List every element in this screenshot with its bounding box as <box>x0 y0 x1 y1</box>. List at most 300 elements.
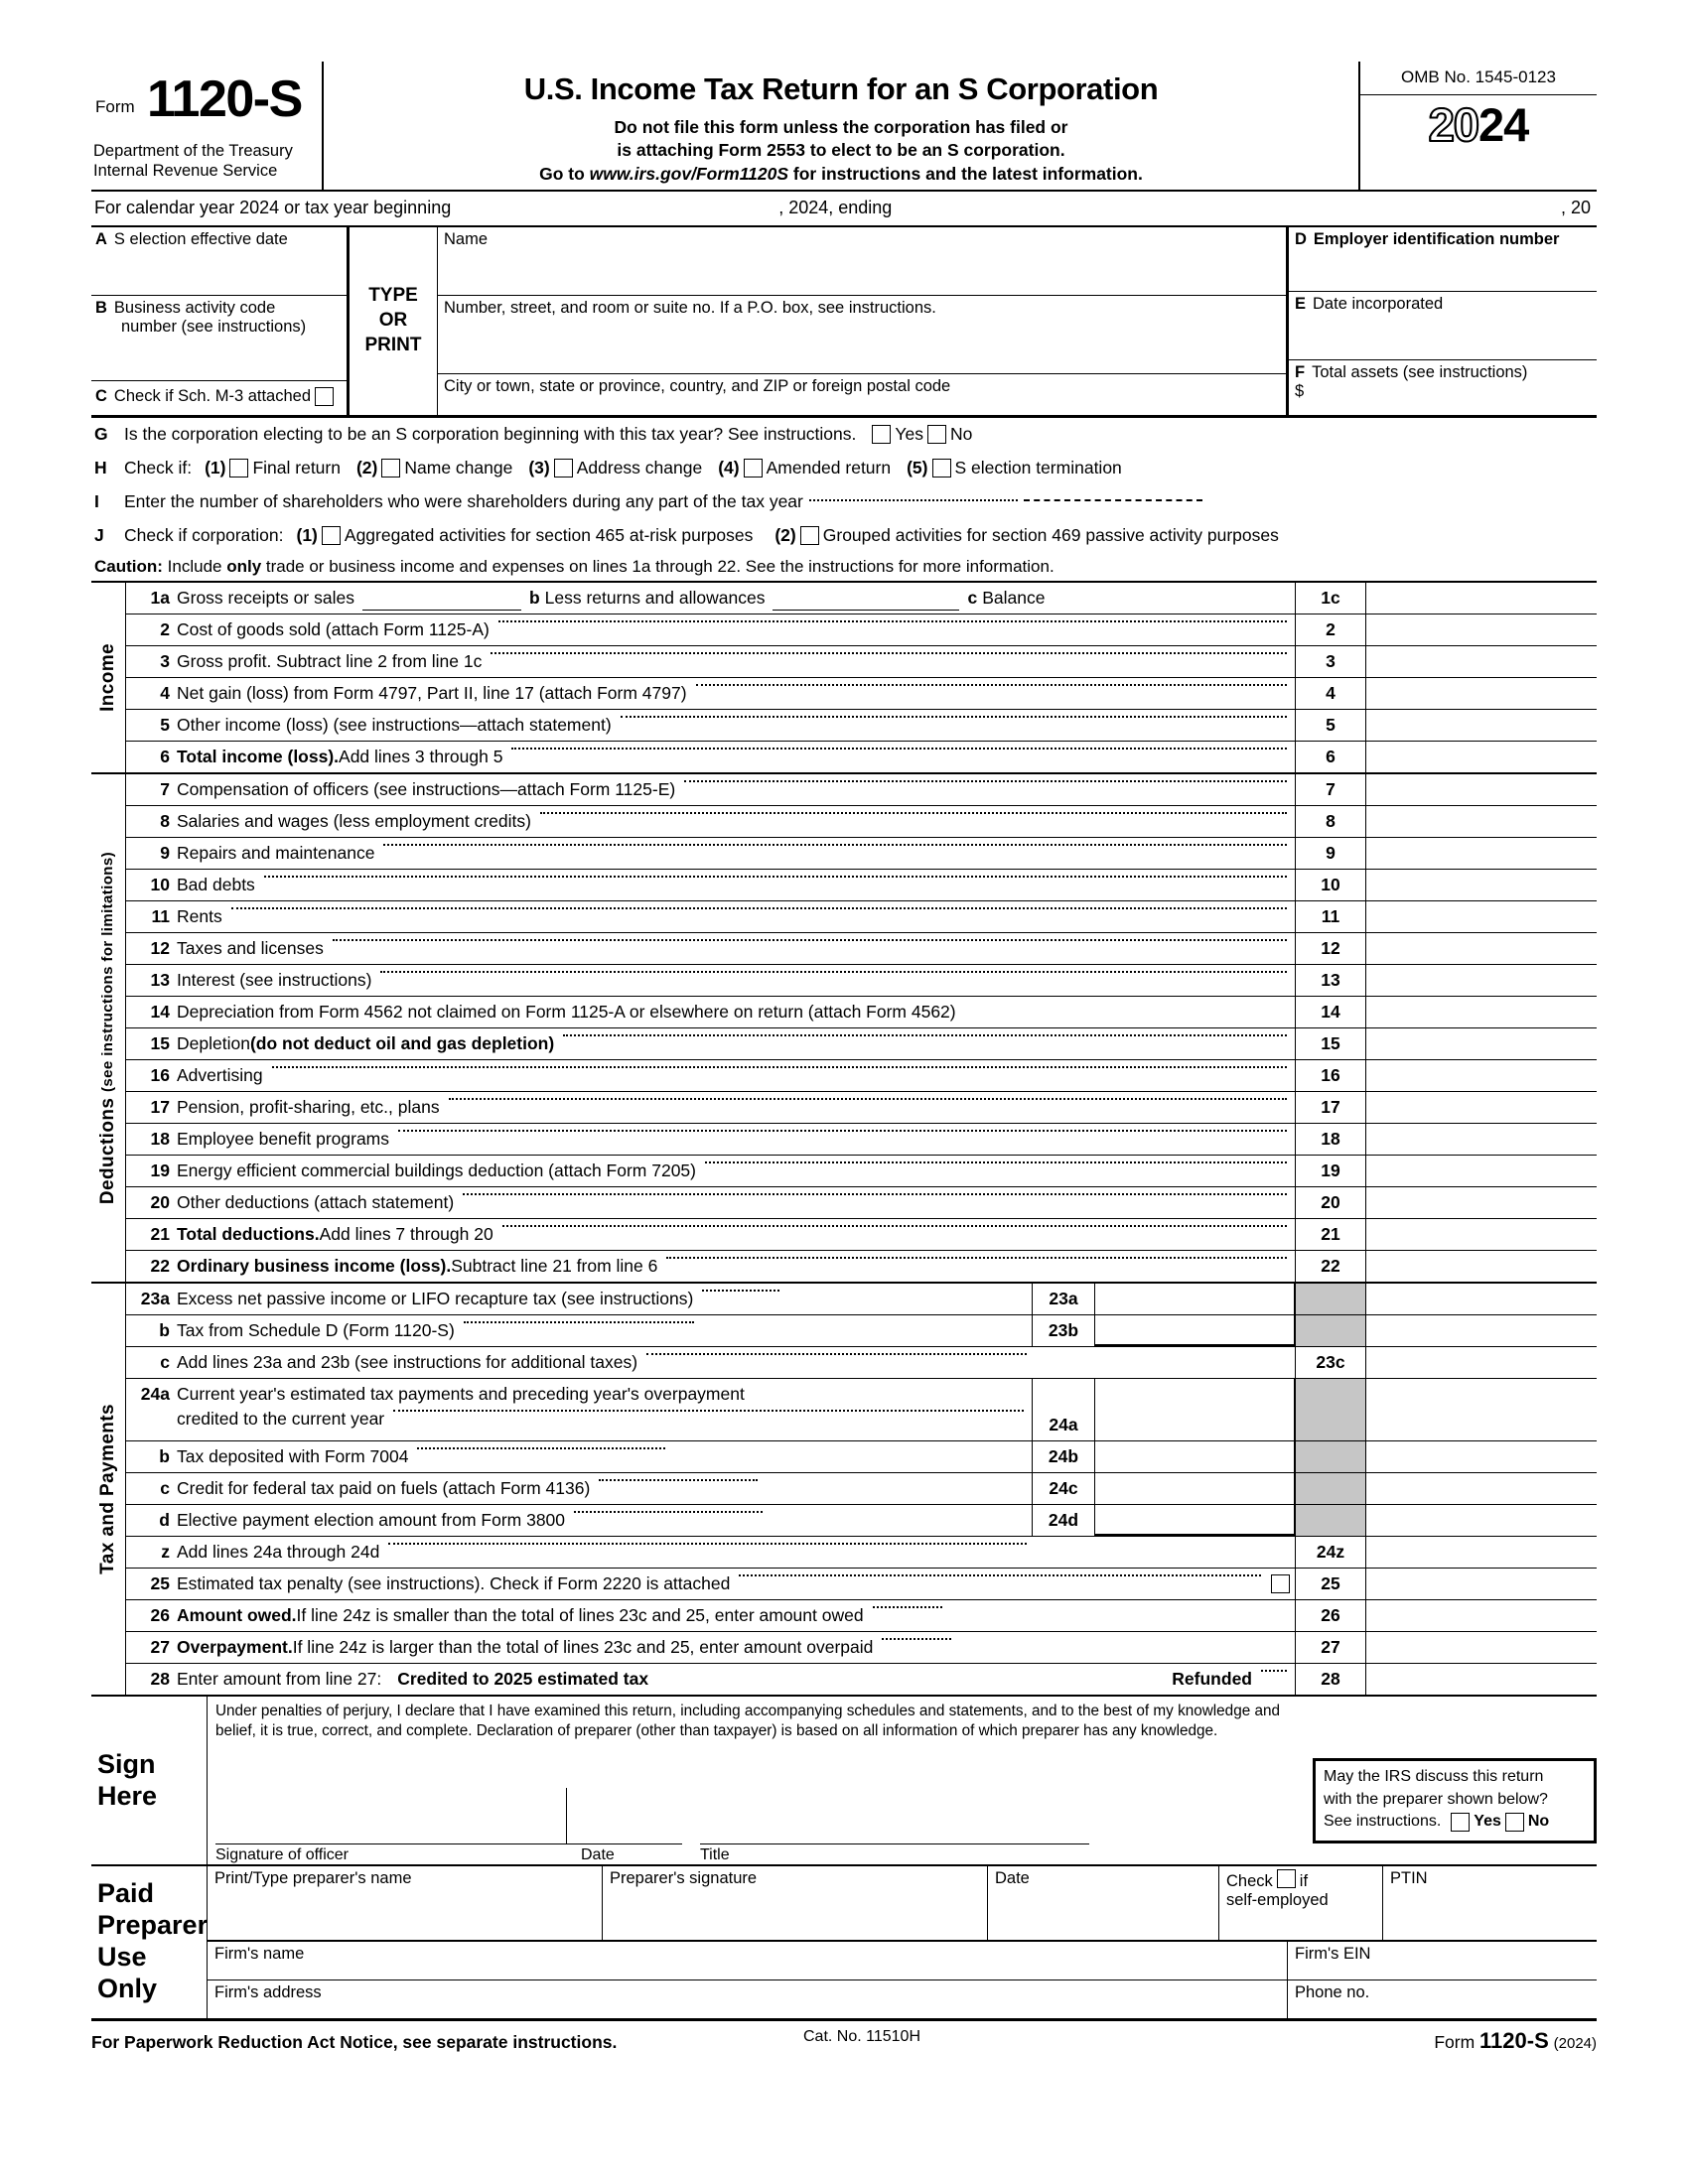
checkbox-h-address-change[interactable] <box>554 459 573 478</box>
line-text: Add lines 3 through 5 <box>339 746 503 766</box>
field-s-election-date[interactable] <box>91 227 347 296</box>
amount-cell-23c[interactable] <box>1366 1347 1597 1378</box>
caution-post: trade or business income and expenses on lines 1a through 22. See the instructions for more information. <box>261 556 1055 576</box>
masthead-omb-block <box>1360 62 1597 190</box>
form-footer <box>91 2021 1597 2054</box>
leader-dots <box>333 938 1287 941</box>
calendar-year-label: For calendar year 2024 or tax year beginning <box>94 198 452 218</box>
leader-dots <box>449 1097 1287 1100</box>
line-text-bold-tail: (do not deduct oil and gas depletion) <box>249 1032 555 1053</box>
label-check-suffix: if <box>1299 1871 1309 1890</box>
leader-dots <box>705 1160 1287 1163</box>
type-or-print-line1: TYPE <box>368 285 418 307</box>
option-h1-number: (1) <box>205 458 226 478</box>
sub-amount-cell-23b[interactable] <box>1095 1315 1295 1346</box>
leader-dots <box>684 779 1287 782</box>
amount-cell[interactable] <box>1366 1219 1597 1250</box>
line-number: 17 <box>150 1096 170 1117</box>
line-text-bold: Total deductions. <box>177 1223 320 1244</box>
checkbox-g-yes[interactable] <box>872 425 891 444</box>
label-self-employed: self-employed <box>1226 1890 1329 1909</box>
tax-year <box>1360 95 1597 152</box>
sub-line-code: 23b <box>1032 1315 1095 1346</box>
paid-preparer-line1: Paid <box>97 1878 155 1909</box>
checkbox-self-employed[interactable] <box>1277 1869 1296 1888</box>
irs-discuss-yes-label: Yes <box>1474 1813 1501 1831</box>
question-g-text: Is the corporation electing to be an S corporation beginning with this tax year? See instructions. <box>124 424 857 445</box>
input-officer-title[interactable] <box>700 1788 1089 1844</box>
line-label <box>177 965 1295 996</box>
tax-year-end-suffix: , 20 <box>1560 198 1591 218</box>
field-employer-id-number[interactable] <box>1289 227 1597 292</box>
sub-line-code: 24a <box>1032 1379 1095 1440</box>
amount-cell[interactable] <box>1366 774 1597 805</box>
masthead-subtitle <box>330 116 1352 186</box>
field-preparer-date[interactable] <box>988 1866 1219 1940</box>
line-number: d <box>159 1509 170 1530</box>
table-row <box>126 901 1597 933</box>
leader-dots <box>563 1033 1287 1036</box>
question-g-yes-label: Yes <box>895 424 923 445</box>
line-number: 3 <box>160 650 170 671</box>
sub-amount-cell-24b[interactable] <box>1095 1441 1295 1472</box>
label-sch-m3: Check if Sch. M-3 attached <box>113 387 312 406</box>
line-1a-text: Gross receipts or sales <box>177 587 354 608</box>
checkbox-irs-discuss-yes[interactable] <box>1451 1813 1470 1832</box>
subtitle-line-3 <box>330 163 1352 186</box>
label-name: Name <box>444 229 489 248</box>
identification-right-column <box>1289 227 1597 415</box>
amount-cell[interactable] <box>1366 710 1597 741</box>
line-code: 6 <box>1295 742 1366 772</box>
refunded-label: Refunded <box>1172 1668 1252 1689</box>
leader-dots <box>383 843 1287 846</box>
label-preparer-name: Print/Type preparer's name <box>214 1868 412 1887</box>
amount-cell[interactable] <box>1366 1156 1597 1186</box>
leader-dots <box>464 1320 694 1323</box>
line-number: c <box>160 1477 170 1498</box>
field-preparer-signature[interactable] <box>603 1866 988 1940</box>
line-text: Other income (loss) (see instructions—attach statement) <box>177 714 612 735</box>
line-number: 23a <box>140 1288 170 1308</box>
field-total-assets[interactable] <box>1289 360 1597 415</box>
table-row <box>126 965 1597 997</box>
option-h5-label: S election termination <box>954 458 1122 478</box>
table-row <box>126 1251 1597 1282</box>
line-code: 22 <box>1295 1251 1366 1282</box>
tax-payments-side-label-text: Tax and Payments <box>97 1403 118 1574</box>
field-street-address[interactable] <box>438 296 1286 374</box>
checkbox-sch-m3[interactable] <box>315 387 334 406</box>
table-row <box>126 1092 1597 1124</box>
checkbox-h-final-return[interactable] <box>229 459 248 478</box>
paid-preparer-section <box>91 1866 1597 2021</box>
line-number: 25 <box>150 1572 170 1593</box>
amount-cell[interactable] <box>1366 870 1597 900</box>
option-j1-number: (1) <box>296 525 318 546</box>
line-code: 20 <box>1295 1187 1366 1218</box>
line-text: Add lines 24a through 24d <box>177 1541 380 1562</box>
tax-year-digits: 24 <box>1478 98 1529 151</box>
amount-cell[interactable] <box>1366 614 1597 645</box>
line-number: 19 <box>150 1160 170 1180</box>
amount-cell[interactable] <box>1366 1124 1597 1155</box>
amount-cell[interactable] <box>1366 838 1597 869</box>
amount-cell-26[interactable] <box>1366 1600 1597 1631</box>
line-number: 18 <box>150 1128 170 1149</box>
paid-preparer-line3: Use Only <box>97 1942 158 2003</box>
option-h4-label: Amended return <box>766 458 892 478</box>
line-label <box>177 806 1295 837</box>
table-row <box>126 1060 1597 1092</box>
subtitle-line-1: Do not file this form unless the corporation has filed or <box>614 117 1068 137</box>
line-text: Excess net passive income or LIFO recapture tax (see instructions) <box>177 1288 694 1308</box>
option-h2-number: (2) <box>355 458 378 478</box>
label-letter-e: E <box>1295 294 1307 313</box>
leader-dots <box>463 1192 1287 1195</box>
line-text-bold: Total income (loss). <box>177 746 340 766</box>
amount-cell-24z[interactable] <box>1366 1537 1597 1568</box>
question-g-letter: G <box>94 424 108 445</box>
subtitle-line-2: is attaching Form 2553 to elect to be an S corporation. <box>617 140 1065 161</box>
field-phone-number[interactable] <box>1288 1980 1597 2018</box>
line-text: Subtract line 21 from line 6 <box>451 1255 658 1276</box>
line-number: c <box>160 1351 170 1372</box>
shareholder-count-input[interactable] <box>1024 498 1202 501</box>
label-letter-b: B <box>95 298 107 317</box>
caution-note <box>91 553 1597 583</box>
goto-suffix: for instructions and the latest information. <box>788 163 1143 184</box>
issuing-department <box>93 141 293 181</box>
paid-preparer-fields <box>208 1866 1597 2018</box>
checkbox-form-2220-attached[interactable] <box>1271 1574 1290 1593</box>
table-row <box>126 838 1597 870</box>
line-label <box>177 1537 1035 1568</box>
table-row <box>126 774 1597 806</box>
label-letter-f: F <box>1295 362 1306 381</box>
amount-cell[interactable] <box>1366 933 1597 964</box>
amount-cell-28[interactable] <box>1366 1664 1597 1695</box>
field-self-employed-check[interactable] <box>1219 1866 1383 1940</box>
line-text: Pension, profit-sharing, etc., plans <box>177 1096 440 1117</box>
label-check-prefix: Check <box>1226 1871 1273 1890</box>
field-preparer-name[interactable] <box>208 1866 603 1940</box>
line-code: 25 <box>1295 1569 1366 1599</box>
page-title: U.S. Income Tax Return for an S Corporation <box>523 71 1159 106</box>
option-h5-number: (5) <box>907 458 928 478</box>
field-ptin[interactable] <box>1383 1866 1597 1940</box>
footer-form-word: Form <box>1434 2031 1476 2052</box>
checkbox-h-s-election-termination[interactable] <box>932 459 951 478</box>
option-h3-label: Address change <box>576 458 703 478</box>
line-text: Enter amount from line 27: <box>177 1668 382 1689</box>
line-label <box>177 1219 1295 1250</box>
sub-amount-cell-24c[interactable] <box>1095 1473 1295 1504</box>
amount-cell[interactable] <box>1366 646 1597 677</box>
line-code: 13 <box>1295 965 1366 996</box>
line-text-continued: credited to the current year <box>177 1408 385 1429</box>
income-rows <box>126 583 1597 772</box>
line-label <box>177 646 1295 677</box>
label-s-election-date: S election effective date <box>113 229 288 248</box>
line-code: 11 <box>1295 901 1366 932</box>
type-or-print-label <box>350 227 438 415</box>
amount-cell[interactable] <box>1366 1060 1597 1091</box>
leader-dots <box>882 1637 951 1640</box>
field-firm-address[interactable] <box>208 1980 1288 2018</box>
perjury-line-2: belief, it is true, correct, and complete. Declaration of preparer (other than taxpayer) is based on all information of which preparer has any knowledge. <box>215 1721 1218 1739</box>
field-city-state-zip[interactable] <box>438 374 1286 415</box>
sign-here-line1: Sign <box>97 1748 156 1779</box>
table-row <box>126 806 1597 838</box>
table-row <box>126 710 1597 742</box>
line-label <box>177 1156 1295 1186</box>
line-number: 6 <box>160 746 170 766</box>
amount-cell[interactable] <box>1366 1251 1597 1282</box>
type-or-print-line3: PRINT <box>364 334 422 355</box>
line-label <box>177 1092 1295 1123</box>
field-firm-name[interactable] <box>208 1942 1288 1979</box>
leader-dots-i <box>809 498 1018 501</box>
line-text: Taxes and licenses <box>177 937 324 958</box>
line-number: 9 <box>160 842 170 863</box>
line-label <box>177 997 1295 1027</box>
line-text-bold: Overpayment. <box>177 1636 293 1657</box>
line-1b-text: Less returns and allowances <box>544 587 766 608</box>
input-gross-receipts[interactable] <box>362 588 521 611</box>
question-i <box>91 485 1597 519</box>
line-code: 8 <box>1295 806 1366 837</box>
line-label <box>177 1600 1295 1631</box>
identification-address-column <box>438 227 1289 415</box>
footer-form-number: 1120-S <box>1479 2027 1549 2053</box>
field-firm-ein[interactable] <box>1288 1942 1597 1979</box>
line-label <box>177 583 1295 614</box>
line-text: If line 24z is smaller than the total of lines 23c and 25, enter amount owed <box>296 1604 864 1625</box>
tax-period-row <box>91 192 1597 227</box>
amount-cell-1c[interactable] <box>1366 583 1597 614</box>
table-row <box>126 1028 1597 1060</box>
line-number: 7 <box>160 778 170 799</box>
leader-dots <box>272 1065 1287 1068</box>
line-code: 18 <box>1295 1124 1366 1155</box>
amount-cell[interactable] <box>1366 965 1597 996</box>
line-text: Salaries and wages (less employment credits) <box>177 810 531 831</box>
caption-signature-of-officer: Signature of officer <box>215 1845 350 1863</box>
line-code-shaded <box>1295 1441 1366 1472</box>
line-code: 21 <box>1295 1219 1366 1250</box>
line-number: 22 <box>150 1255 170 1276</box>
table-row <box>126 1379 1597 1441</box>
line-label <box>177 870 1295 900</box>
input-returns-allowances[interactable] <box>773 588 959 611</box>
line-label <box>177 1473 1032 1504</box>
amount-cell[interactable] <box>1366 901 1597 932</box>
line-code: 26 <box>1295 1600 1366 1631</box>
input-credited-amount[interactable] <box>658 1669 837 1691</box>
line-code: 4 <box>1295 678 1366 709</box>
input-officer-signature[interactable] <box>215 1788 682 1844</box>
line-text: Interest (see instructions) <box>177 969 372 990</box>
irs-discuss-line-2: with the preparer shown below? <box>1324 1790 1548 1808</box>
paid-preparer-line2: Preparer <box>97 1910 209 1941</box>
catalog-number: Cat. No. 11510H <box>803 2027 920 2045</box>
amount-cell[interactable] <box>1366 1092 1597 1123</box>
line-code: 7 <box>1295 774 1366 805</box>
leader-dots <box>666 1256 1287 1259</box>
question-j <box>91 519 1597 553</box>
sign-here-label <box>91 1697 208 1864</box>
leader-dots <box>502 1224 1287 1227</box>
line-label <box>177 1124 1295 1155</box>
type-or-print-line2: OR <box>378 309 408 331</box>
deductions-side-bold: Deductions <box>97 1097 118 1204</box>
amount-cell <box>1366 1505 1597 1536</box>
field-date-incorporated[interactable] <box>1289 292 1597 360</box>
label-letter-d: D <box>1295 229 1307 248</box>
amount-cell[interactable] <box>1366 678 1597 709</box>
leader-dots <box>873 1605 942 1608</box>
footer-row <box>91 2021 1597 2054</box>
line-label <box>177 1632 1295 1663</box>
line-number: 5 <box>160 714 170 735</box>
label-firm-address: Firm's address <box>214 1982 322 2001</box>
line-text: Tax from Schedule D (Form 1120-S) <box>177 1319 455 1340</box>
checkbox-irs-discuss-no[interactable] <box>1505 1813 1524 1832</box>
amount-cell <box>1366 1441 1597 1472</box>
checkbox-h-name-change[interactable] <box>381 459 400 478</box>
line-code: 2 <box>1295 614 1366 645</box>
line-1c-marker: c <box>967 587 978 608</box>
label-street: Number, street, and room or suite no. If a P.O. box, see instructions. <box>444 298 936 317</box>
line-number: 1a <box>150 587 170 608</box>
omb-number: OMB No. 1545-0123 <box>1360 62 1597 95</box>
line-number: 13 <box>150 969 170 990</box>
leader-dots <box>646 1352 1027 1355</box>
table-row <box>126 1505 1597 1537</box>
checkbox-j-grouped-activities[interactable] <box>800 526 819 545</box>
leader-dots <box>380 970 1287 973</box>
line-1c-text: Balance <box>982 587 1046 608</box>
field-sch-m3-attached[interactable] <box>91 381 347 413</box>
amount-cell-25[interactable] <box>1366 1569 1597 1599</box>
question-h-letter: H <box>94 458 107 478</box>
line-1b-marker: b <box>528 587 540 608</box>
caution-label: Caution: <box>94 556 163 576</box>
line-label <box>177 614 1295 645</box>
line-text: Compensation of officers (see instructions—attach Form 1125-E) <box>177 778 676 799</box>
dollar-sign-total-assets: $ <box>1295 381 1305 400</box>
amount-cell[interactable] <box>1366 997 1597 1027</box>
line-code-shaded <box>1295 1315 1366 1346</box>
footer-form-year: (2024) <box>1553 2034 1597 2052</box>
amount-cell <box>1366 1284 1597 1314</box>
leader-dots <box>1261 1669 1287 1672</box>
table-row <box>126 1441 1597 1473</box>
masthead-title-block <box>324 62 1360 190</box>
question-h-prefix: Check if: <box>124 458 193 478</box>
line-code-shaded <box>1295 1379 1366 1440</box>
line-label <box>177 1347 1035 1378</box>
line-code: 3 <box>1295 646 1366 677</box>
label-letter-c: C <box>95 387 107 406</box>
amount-cell-27[interactable] <box>1366 1632 1597 1663</box>
leader-dots <box>498 619 1287 622</box>
line-text: Bad debts <box>177 874 255 894</box>
sign-here-line2: Here <box>97 1781 158 1812</box>
line-label <box>177 1379 1032 1440</box>
line-code: 24z <box>1295 1537 1366 1568</box>
table-row <box>126 583 1597 614</box>
leader-dots <box>739 1573 1261 1576</box>
field-business-activity-code[interactable] <box>91 296 347 381</box>
line-number: 21 <box>150 1223 170 1244</box>
checkbox-h-amended-return[interactable] <box>744 459 763 478</box>
tax-and-payments-section <box>91 1284 1597 1697</box>
questions-block <box>91 418 1597 553</box>
table-row <box>126 1600 1597 1632</box>
amount-cell[interactable] <box>1366 806 1597 837</box>
label-phone-no: Phone no. <box>1295 1982 1370 2001</box>
sub-amount-cell-23a[interactable] <box>1095 1284 1295 1314</box>
amount-cell[interactable] <box>1366 1187 1597 1218</box>
leader-dots <box>491 651 1287 654</box>
table-row <box>126 1347 1597 1379</box>
label-firm-name: Firm's name <box>214 1944 305 1963</box>
line-code: 14 <box>1295 997 1366 1027</box>
label-preparer-signature: Preparer's signature <box>610 1868 758 1887</box>
label-ein: Employer identification number <box>1313 229 1560 248</box>
line-code: 28 <box>1295 1664 1366 1695</box>
line-number: 12 <box>150 937 170 958</box>
irs-form-url[interactable]: www.irs.gov/Form1120S <box>589 163 789 184</box>
spacer-cell <box>1035 1347 1295 1378</box>
table-row <box>126 1219 1597 1251</box>
table-row <box>126 1473 1597 1505</box>
question-g-no-label: No <box>949 424 973 445</box>
sub-amount-cell-24d[interactable] <box>1095 1505 1295 1536</box>
sign-here-content <box>208 1697 1597 1864</box>
sign-here-section <box>91 1697 1597 1866</box>
option-j1-label: Aggregated activities for section 465 at-risk purposes <box>344 525 754 546</box>
income-side-label-text: Income <box>97 642 118 712</box>
label-date-incorporated: Date incorporated <box>1313 294 1444 313</box>
sub-amount-cell-24a[interactable] <box>1095 1379 1295 1440</box>
amount-cell[interactable] <box>1366 1028 1597 1059</box>
line-label <box>177 901 1295 932</box>
amount-cell[interactable] <box>1366 742 1597 772</box>
sub-line-code: 23a <box>1032 1284 1095 1314</box>
line-text: Employee benefit programs <box>177 1128 389 1149</box>
form-masthead <box>91 62 1597 192</box>
table-row <box>126 1124 1597 1156</box>
table-row <box>126 742 1597 772</box>
option-j2-number: (2) <box>774 525 796 546</box>
field-corporation-name[interactable] <box>438 227 1286 296</box>
paid-preparer-row-3 <box>208 1980 1597 2018</box>
line-text: Other deductions (attach statement) <box>177 1191 455 1212</box>
table-row <box>126 678 1597 710</box>
line-code: 17 <box>1295 1092 1366 1123</box>
line-code: 15 <box>1295 1028 1366 1059</box>
table-row <box>126 1537 1597 1569</box>
tax-payments-side-label <box>91 1284 126 1695</box>
paperwork-reduction-notice: For Paperwork Reduction Act Notice, see separate instructions. <box>91 2031 618 2052</box>
checkbox-j-aggregated-activities[interactable] <box>322 526 341 545</box>
table-row <box>126 1156 1597 1187</box>
line-number: z <box>161 1541 170 1562</box>
checkbox-g-no[interactable] <box>927 425 946 444</box>
